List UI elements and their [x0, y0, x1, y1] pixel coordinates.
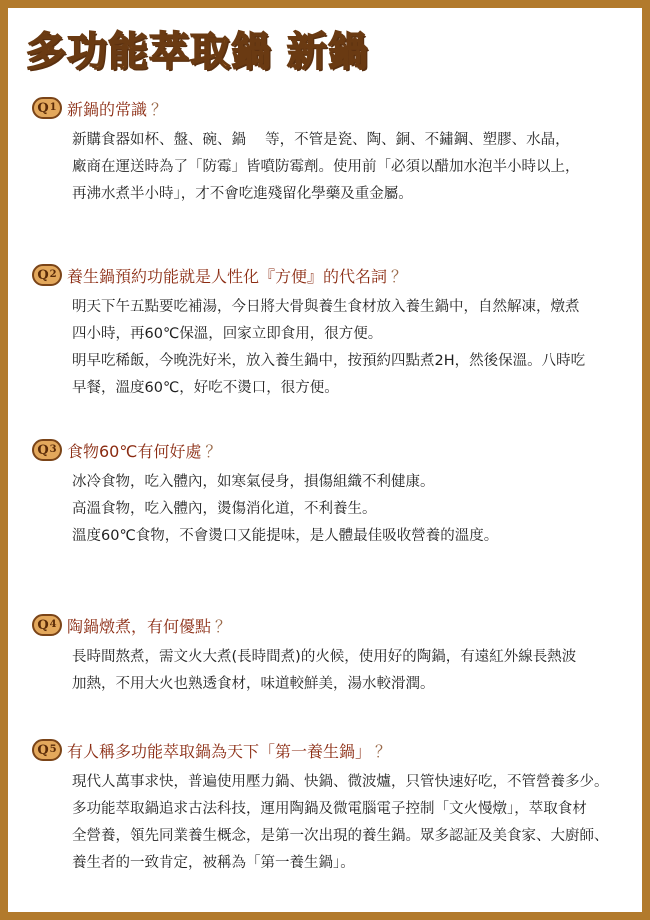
answer-text [72, 769, 632, 877]
answer-line: 多功能萃取鍋追求古法科技，運用陶鍋及微電腦電子控制「文火慢燉」，萃取食材 [72, 801, 587, 817]
question-mark: ？ [215, 616, 232, 636]
question-title: 新鍋的常識 [67, 99, 148, 119]
page-title: 多功能萃取鍋 新鍋 [26, 28, 369, 75]
question-3 [32, 437, 632, 550]
answer-line: 現代人萬事求快，普遍使用壓力鍋、快鍋、微波爐，只管快速好吃，不管營養多少。 [72, 774, 609, 790]
question-header [32, 95, 632, 121]
answer-line: 全營養，領先同業養生概念，是第一次出現的養生鍋。眾多認証及美食家、大廚師、 [72, 828, 609, 844]
answer-line: 四小時，再60℃保溫，回家立即食用，很方便。 [72, 326, 383, 342]
answer-line: 廠商在運送時為了「防霉」皆噴防霉劑。使用前「必須以醋加水泡半小時以上， [72, 159, 580, 175]
answer-text [72, 127, 632, 208]
question-5 [32, 737, 632, 877]
question-mark: ？ [205, 441, 222, 461]
answer-text [72, 469, 632, 550]
question-mark: ？ [151, 99, 168, 119]
q-badge: Q 5 [32, 739, 62, 761]
q-badge: Q 1 [32, 97, 62, 119]
answer-line: 養生者的一致肯定，被稱為「第一養生鍋」。 [72, 855, 355, 871]
question-4 [32, 612, 632, 698]
q-badge: Q 4 [32, 614, 62, 636]
question-header [32, 737, 632, 763]
answer-text [72, 294, 632, 402]
answer-line: 高溫食物，吃入體內，燙傷消化道，不利養生。 [72, 501, 377, 517]
answer-line: 明天下午五點要吃補湯，今日將大骨與養生食材放入養生鍋中，自然解凍，燉煮 [72, 299, 580, 315]
answer-line: 加熱，不用大火也熟透食材，味道較鮮美，湯水較滑潤。 [72, 676, 435, 692]
question-header [32, 437, 632, 463]
answer-line: 溫度60℃食物，不會燙口又能提味，是人體最佳吸收營養的溫度。 [72, 528, 499, 544]
answer-line: 再沸水煮半小時」，才不會吃進殘留化學藥及重金屬。 [72, 186, 413, 202]
answer-text [72, 644, 632, 698]
question-title: 有人稱多功能萃取鍋為天下「第一養生鍋」 [67, 741, 372, 761]
answer-line: 明早吃稀飯，今晚洗好米，放入養生鍋中，按預約四點煮2H，然後保溫。八時吃 [72, 353, 586, 369]
question-mark: ？ [391, 266, 408, 286]
question-1 [32, 95, 632, 208]
question-title: 食物60℃有何好處 [67, 441, 202, 461]
question-2 [32, 262, 632, 402]
question-header [32, 262, 632, 288]
question-header [32, 612, 632, 638]
q-badge: Q 3 [32, 439, 62, 461]
answer-line: 新購食器如杯、盤、碗、鍋 等，不管是瓷、陶、銅、不鏽鋼、塑膠、水晶， [72, 132, 570, 148]
answer-line: 長時間熬煮，需文火大煮(長時間煮)的火候，使用好的陶鍋，有遠紅外線長熱波 [72, 649, 577, 665]
question-title: 養生鍋預約功能就是人性化『方便』的代名詞 [67, 266, 388, 286]
answer-line: 早餐，溫度60℃，好吃不燙口，很方便。 [72, 380, 339, 396]
question-mark: ？ [375, 741, 392, 761]
question-title: 陶鍋燉煮，有何優點 [67, 616, 212, 636]
q-badge: Q 2 [32, 264, 62, 286]
answer-line: 冰冷食物，吃入體內，如寒氣侵身，損傷組織不利健康。 [72, 474, 435, 490]
